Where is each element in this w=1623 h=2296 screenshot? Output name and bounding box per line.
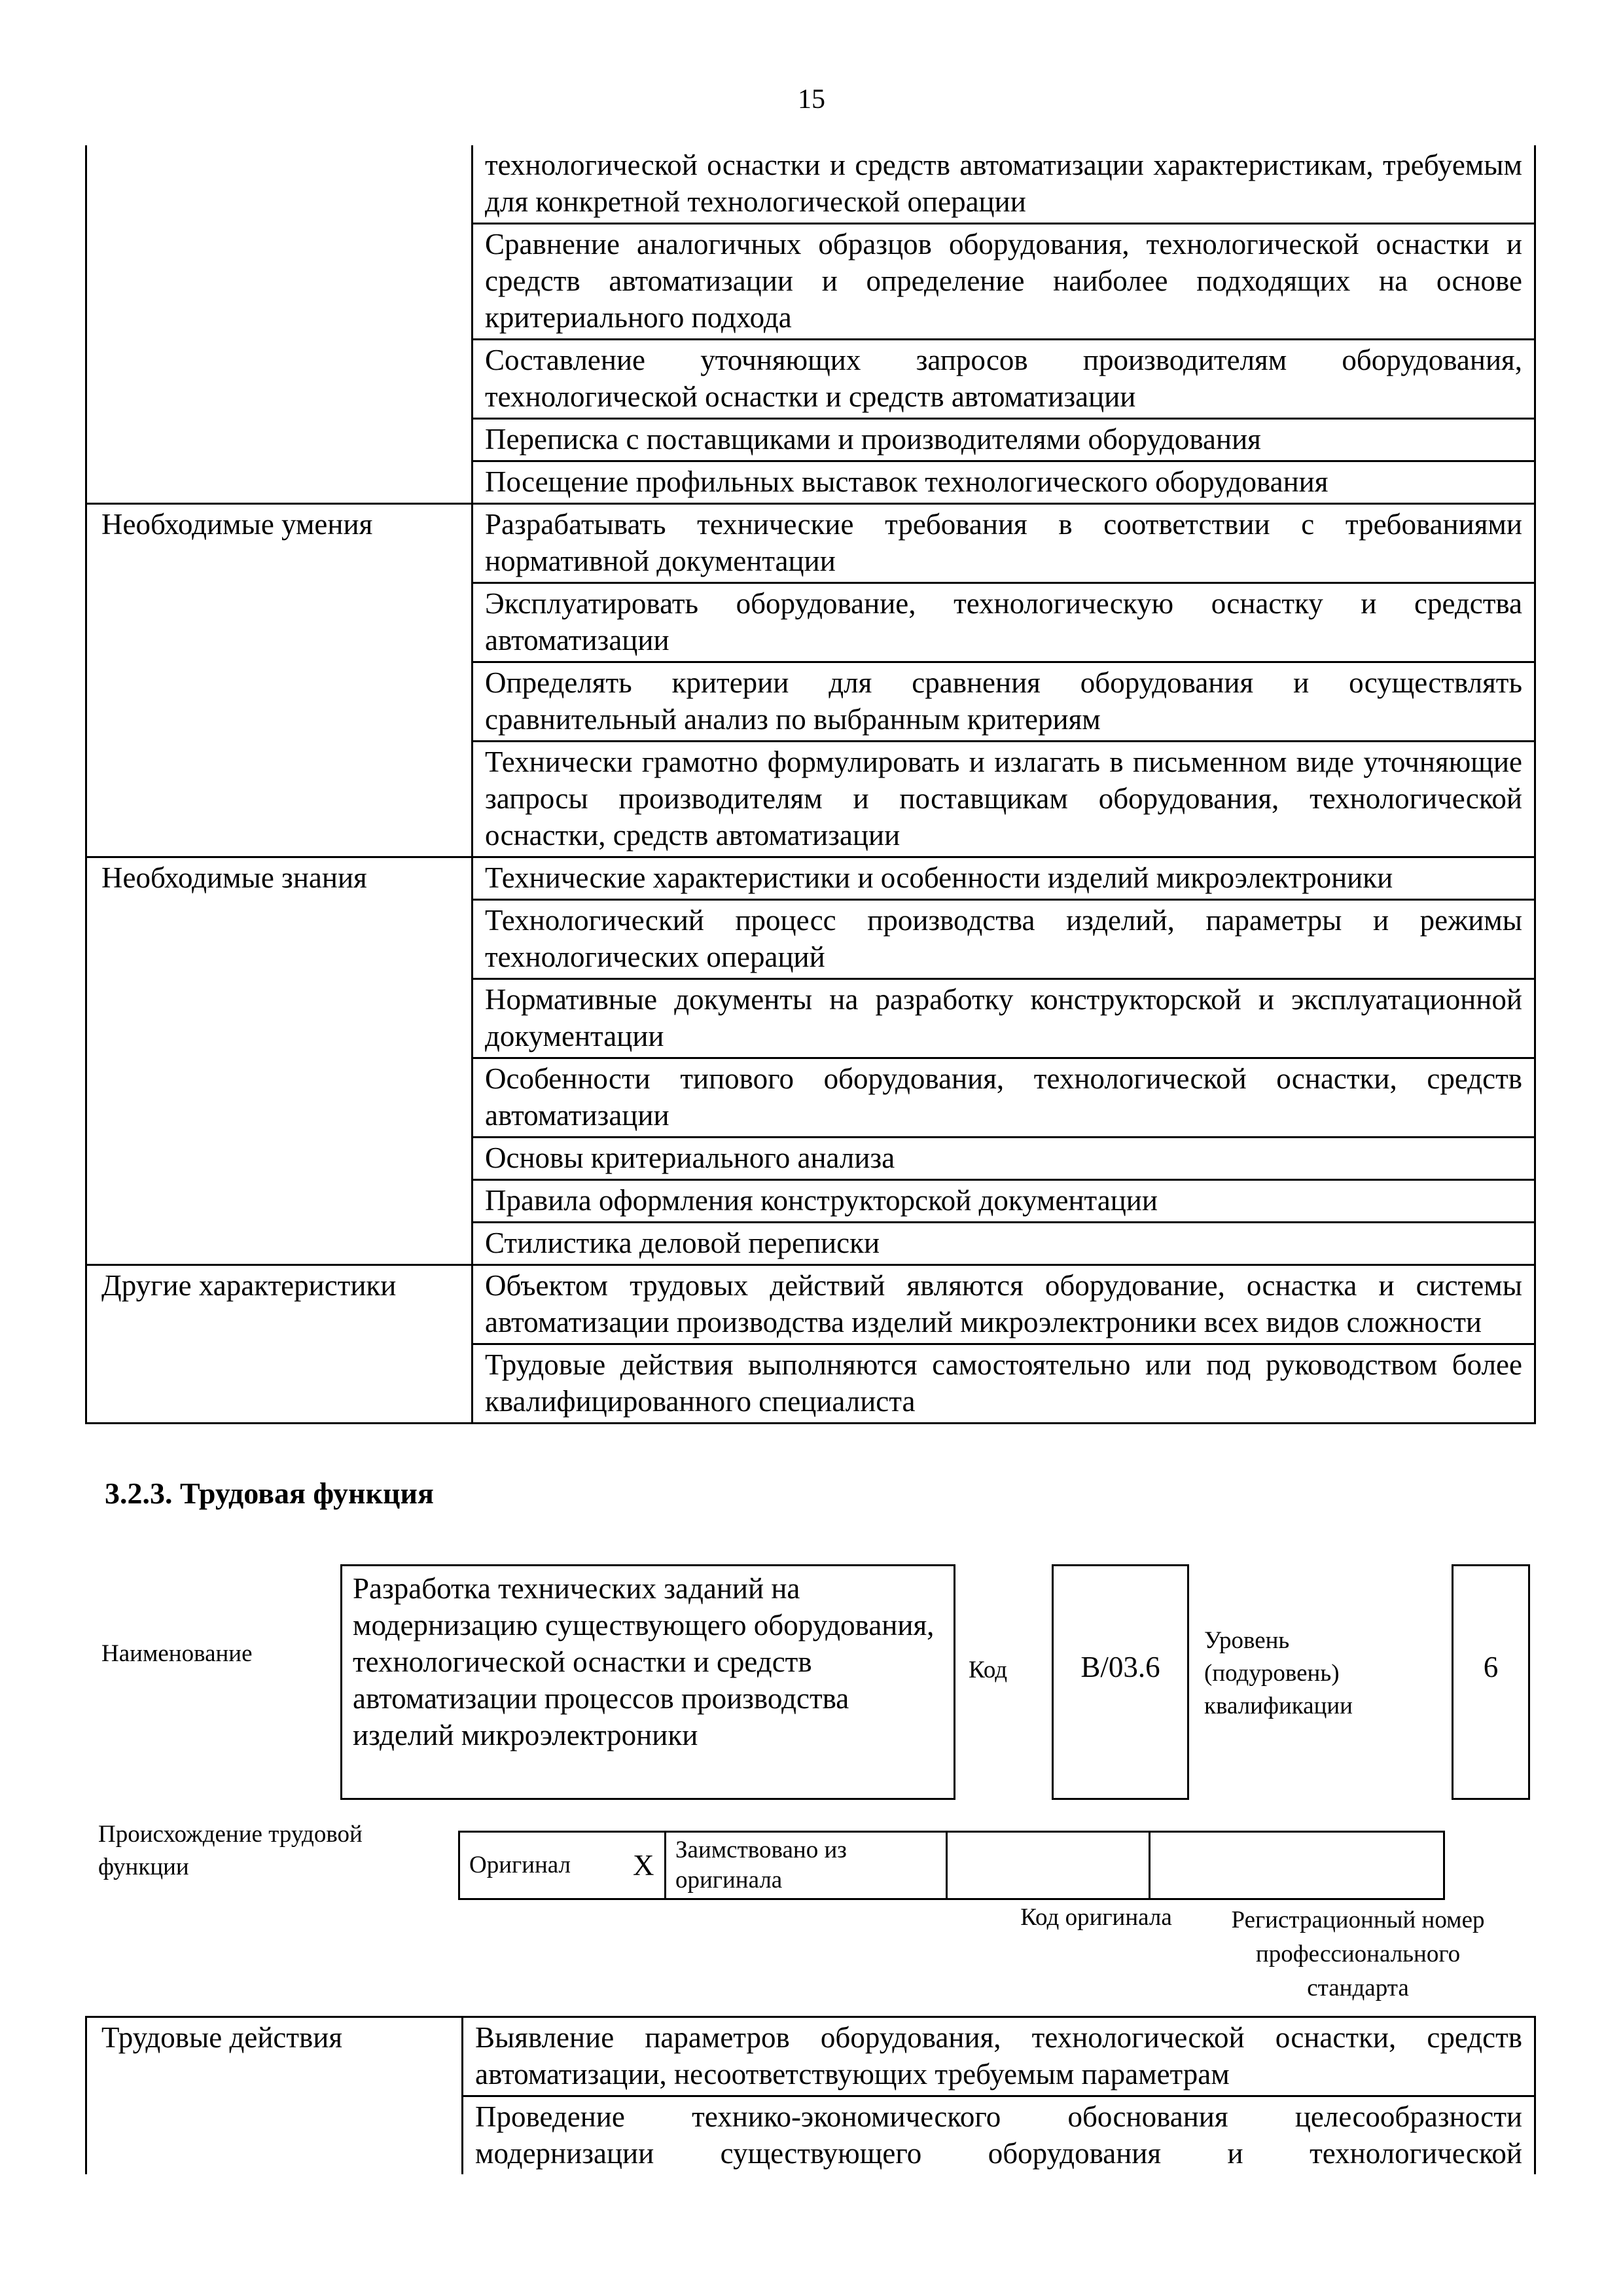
table-cell: Технически грамотно формулировать и излагать в письменном виде уточняющие запросы производителям и поставщикам оборудования, технологической оснастки, средств автоматизации xyxy=(473,742,1535,857)
origin-reg-cell xyxy=(1150,1832,1444,1899)
level-label: Уровень (подуровень) квалификации xyxy=(1204,1627,1353,1719)
code-value-box: B/03.6 xyxy=(1052,1564,1189,1800)
table-cell: Определять критерии для сравнения оборудования и осуществлять сравнительный анализ по выбранным критериям xyxy=(473,662,1535,742)
table-row xyxy=(86,504,1535,583)
requirements-table xyxy=(85,145,1536,1424)
table-cell: технологической оснастки и средств автоматизации характеристикам, требуемым для конкретной технологической операции xyxy=(473,145,1535,224)
origin-mark-cell: X xyxy=(623,1832,666,1899)
origin-borrowed-cell: Заимствовано из оригинала xyxy=(666,1832,947,1899)
table-row xyxy=(86,145,1535,224)
table-row xyxy=(86,857,1535,900)
reg-number-caption: Регистрационный номер профессионального стандарта xyxy=(1231,1907,1485,2001)
origin-original-cell: Оригинал xyxy=(459,1832,623,1899)
table-cell: Особенности типового оборудования, технологической оснастки, средств автоматизации xyxy=(473,1058,1535,1138)
table-cell: Объектом трудовых действий являются оборудование, оснастка и системы автоматизации производства изделий микроэлектроники всех видов сложности xyxy=(473,1265,1535,1344)
table-cell: Технические характеристики и особенности изделий микроэлектроники xyxy=(473,857,1535,900)
row-label-other: Другие характеристики xyxy=(86,1265,473,1424)
original-code-caption: Код оригинала xyxy=(1020,1904,1172,1931)
table-cell: Трудовые действия выполняются самостоятельно или под руководством более квалифицированного специалиста xyxy=(473,1344,1535,1424)
table-cell: Эксплуатировать оборудование, технологическую оснастку и средства автоматизации xyxy=(473,583,1535,662)
table-cell: Выявление параметров оборудования, технологической оснастки, средств автоматизации, несоответствующих требуемым параметрам xyxy=(463,2017,1535,2096)
table-cell: Правила оформления конструкторской документации xyxy=(473,1180,1535,1223)
origin-code-cell xyxy=(947,1832,1150,1899)
table-cell: Сравнение аналогичных образцов оборудования, технологической оснастки и средств автоматизации и определение наиболее подходящих на основе критериального подхода xyxy=(473,224,1535,340)
table-cell: Переписка с поставщиками и производителями оборудования xyxy=(473,419,1535,461)
table-row xyxy=(459,1832,1444,1899)
origin-table xyxy=(458,1831,1445,1900)
table-row xyxy=(86,1265,1535,1344)
row-label-skills: Необходимые умения xyxy=(86,504,473,857)
labor-actions-table xyxy=(85,2016,1536,2174)
level-value-box: 6 xyxy=(1452,1564,1530,1800)
origin-label: Происхождение трудовой функции xyxy=(98,1821,363,1880)
table-cell: Основы критериального анализа xyxy=(473,1138,1535,1180)
row-label-actions: Трудовые действия xyxy=(86,2017,463,2175)
function-name-box: Разработка технических заданий на модернизацию существующего оборудования, технологической оснастки и средств автоматизации процессов производства изделий микроэлектроники xyxy=(340,1564,955,1800)
table-cell: Проведение технико-экономического обоснования целесообразности модернизации существующего оборудования и технологической xyxy=(463,2096,1535,2175)
table-cell: Нормативные документы на разработку конструкторской и эксплуатационной документации xyxy=(473,979,1535,1058)
table-cell: Составление уточняющих запросов производителям оборудования, технологической оснастки и средств автоматизации xyxy=(473,340,1535,419)
row-label xyxy=(86,145,473,504)
table-cell: Разрабатывать технические требования в соответствии с требованиями нормативной документации xyxy=(473,504,1535,583)
section-heading: 3.2.3. Трудовая функция xyxy=(105,1477,434,1510)
page-number: 15 xyxy=(798,84,825,115)
row-label-knowledge: Необходимые знания xyxy=(86,857,473,1265)
table-cell: Посещение профильных выставок технологического оборудования xyxy=(473,461,1535,504)
name-label: Наименование xyxy=(101,1640,253,1667)
code-label: Код xyxy=(969,1657,1008,1683)
table-cell: Стилистика деловой переписки xyxy=(473,1223,1535,1265)
table-cell: Технологический процесс производства изделий, параметры и режимы технологических операций xyxy=(473,900,1535,979)
table-row xyxy=(86,2017,1535,2096)
